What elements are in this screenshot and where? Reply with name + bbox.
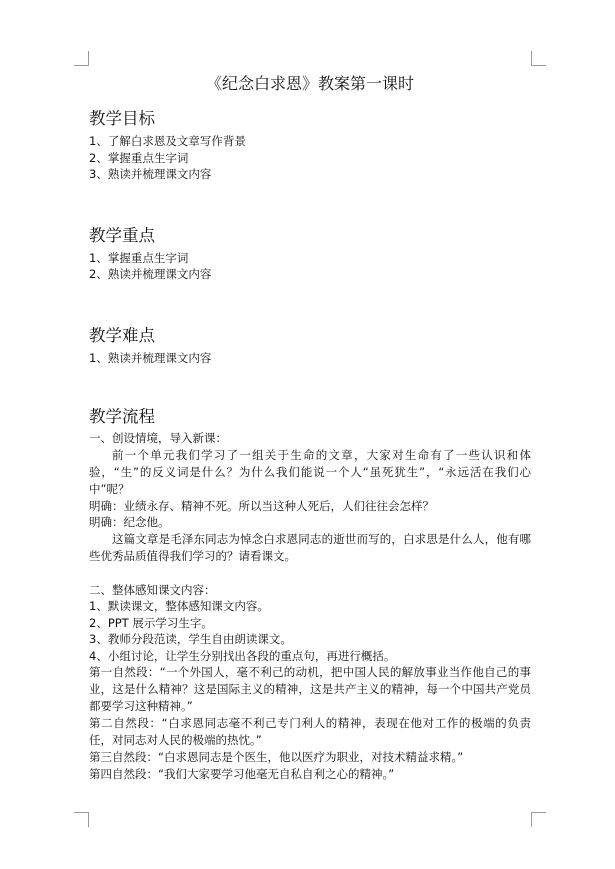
section-objectives [89,108,531,183]
list-item: 1、了解白求恩及文章写作背景 [89,134,246,148]
paragraph-summary: 第一自然段：“一个外国人，毫不利己的动机，把中国人民的解放事业当作他自己的事业，这是什么精神？这是国际主义的精神，这是共产主义的精神，每一个中国共产党员都要学习这种精神。” [89,665,531,713]
list-item: 3、熟读并梳理课文内容 [89,167,212,181]
page-corner-mark-top-left [74,51,89,66]
page-corner-mark-top-right [531,51,546,66]
section-heading-objectives: 教学目标 [89,109,155,128]
section-heading-difficulties: 教学难点 [89,325,155,345]
section-heading-process: 教学流程 [89,407,155,426]
paragraph-summary: 第二自然段：“白求恩同志毫不利己专门利人的精神，表现在他对工作的极端的负责任，对同志对人民的极端的热忱。” [89,716,531,747]
document-title: 《纪念白求恩》教案第一课时 [205,74,414,93]
list-item: 1、默读课文，整体感知课文内容。 [89,599,269,613]
paragraph-summary: 第四自然段：“我们大家要学习他毫无自私自利之心的精神。” [89,767,395,781]
list-item: 1、掌握重点生字词 [89,250,189,265]
answer-line: 明确：业绩永存、精神不死。所以当这种人死后，人们往往会怎样？ [89,498,434,513]
answer-line: 明确：纪念他。 [89,515,170,529]
step-title: 二、整体感知课文内容： [89,582,216,597]
list-item: 1、熟读并梳理课文内容 [89,350,212,365]
page-corner-mark-bottom-left [74,812,89,827]
list-item: 4、小组讨论，让学生分别找出各段的重点句，再进行概括。 [89,648,396,663]
body-paragraph: 这篇文章是毛泽东同志为悼念白求恩同志的逝世而写的，白求思是什么人，他有哪些优秀品质值得我们学习的？请看课文。 [89,531,531,563]
list-item: 2、掌握重点生字词 [89,150,189,165]
list-item: 2、PPT 展示学习生字。 [89,615,213,630]
body-paragraph: 前一个单元我们学习了一组关于生命的文章，大家对生命有了一些认识和体验，“生”的反义词是什么？为什么我们能说一个人“虽死犹生”，“永远活在我们心中”呢？ [89,447,531,496]
document-page [89,74,531,783]
section-heading-key-points: 教学重点 [89,225,155,245]
section-key-points [89,225,531,283]
section-process [89,406,531,783]
list-item: 3、教师分段范读，学生自由朗读课文。 [89,632,292,646]
list-item: 2、熟读并梳理课文内容 [89,267,212,281]
page-corner-mark-bottom-right [531,812,546,827]
step-title: 一、创设情境，导入新课： [89,431,227,445]
paragraph-summary: 第三自然段：“白求恩同志是个医生，他以医疗为职业，对技术精益求精。” [89,750,464,764]
section-difficulties [89,325,531,367]
